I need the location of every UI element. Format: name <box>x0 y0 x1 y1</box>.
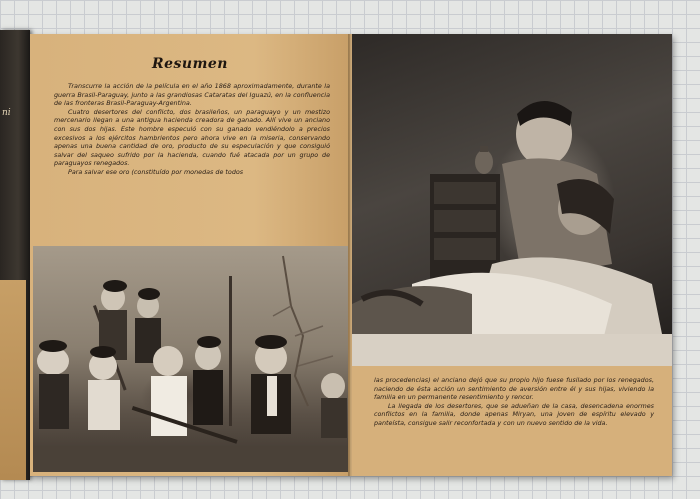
summary-paragraph-2: Cuatro desertores del conflicto, dos brasileños, un paraguayo y un mestizo mercenario llegan a una antigua hacienda creadora de ganado. Allí vive un anciano con sus dos hijas. Este hombre especuló con su ganado vendiéndolo a precios excesivos a los ejércitos hambrientos pero ahora vive en la miseria, conservando apenas una buena cantidad de oro, producto de su especulación y que consiguió salvar del saqueo sufrido por la hacienda, cuando fué atacada por un grupo de paraguayos renegados. <box>54 107 330 168</box>
couple-illustration <box>352 34 672 366</box>
summary-text-right <box>374 376 654 428</box>
right-page <box>352 34 672 476</box>
previous-page-tan-strip <box>0 280 26 480</box>
photo-couple-scene <box>352 34 672 366</box>
summary-paragraph-5: La llegada de los desertores, que se adueñan de la casa, desencadena enormes conflictos en la familia, donde apenas Miryan, una joven de espíritu elevado y panteísta, consigue salir reconfortada y con un nuevo sentido de la vida. <box>374 401 654 427</box>
soldiers-illustration <box>33 246 348 472</box>
summary-paragraph-3: Para salvar ese oro (constituído por monedas de todos <box>68 167 244 176</box>
photo-soldiers-group <box>33 246 348 472</box>
previous-page-edge <box>0 30 30 480</box>
summary-text-left <box>54 82 330 177</box>
previous-page-text-fragment: ni <box>2 108 11 118</box>
summary-paragraph-4: las procedencias) el anciano dejó que su propio hijo fuese fusilado por los renegados, naciendo de ésta acción un sentimiento de aversión entre él y sus hijas, viviendo la familia en un permanente resentimiento y rencor. <box>374 376 654 402</box>
booklet-spread <box>30 34 672 476</box>
summary-paragraph-1: Transcurre la acción de la película en el año 1868 aproximadamente, durante la guerra Brasil-Paraguay, junto a las grandiosas Cataratas del Iguazú, en la confluencia de las fronteras Brasil-Paraguay-Argentina. <box>54 82 330 108</box>
left-page <box>30 34 350 476</box>
summary-title: Resumen <box>151 56 228 72</box>
